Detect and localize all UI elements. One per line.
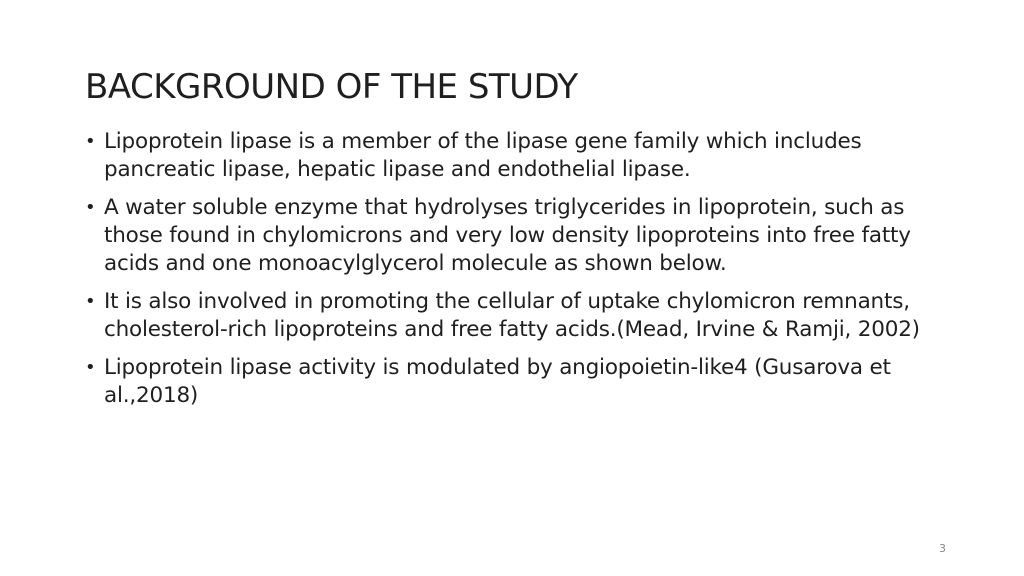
slide-title: BACKGROUND OF THE STUDY — [85, 67, 578, 107]
bullet-text: It is also involved in promoting the cellular of uptake chylomicron remnants, cholesterol-rich lipoproteins and free fatty acids.(Mead, Irvine & Ramji, 2002) — [104, 289, 920, 342]
bullet-item — [85, 288, 960, 344]
bullet-dot-icon: • — [85, 291, 96, 312]
bullet-dot-icon: • — [85, 357, 96, 378]
bullet-text: Lipoprotein lipase is a member of the lipase gene family which includes pancreatic lipase, hepatic lipase and endothelial lipase. — [104, 129, 862, 182]
bullet-item — [85, 354, 960, 410]
bullet-dot-icon: • — [85, 197, 96, 218]
bullet-list — [85, 128, 960, 420]
bullet-item — [85, 128, 960, 184]
bullet-text: A water soluble enzyme that hydrolyses triglycerides in lipoprotein, such as those found in chylomicrons and very low density lipoproteins into free fatty acids and one monoacylglycerol molecule as shown below. — [104, 195, 911, 276]
bullet-text: Lipoprotein lipase activity is modulated by angiopoietin-like4 (Gusarova et al.,2018) — [104, 355, 891, 408]
page-number: 3 — [939, 542, 946, 555]
bullet-item — [85, 194, 960, 278]
bullet-dot-icon: • — [85, 131, 96, 152]
